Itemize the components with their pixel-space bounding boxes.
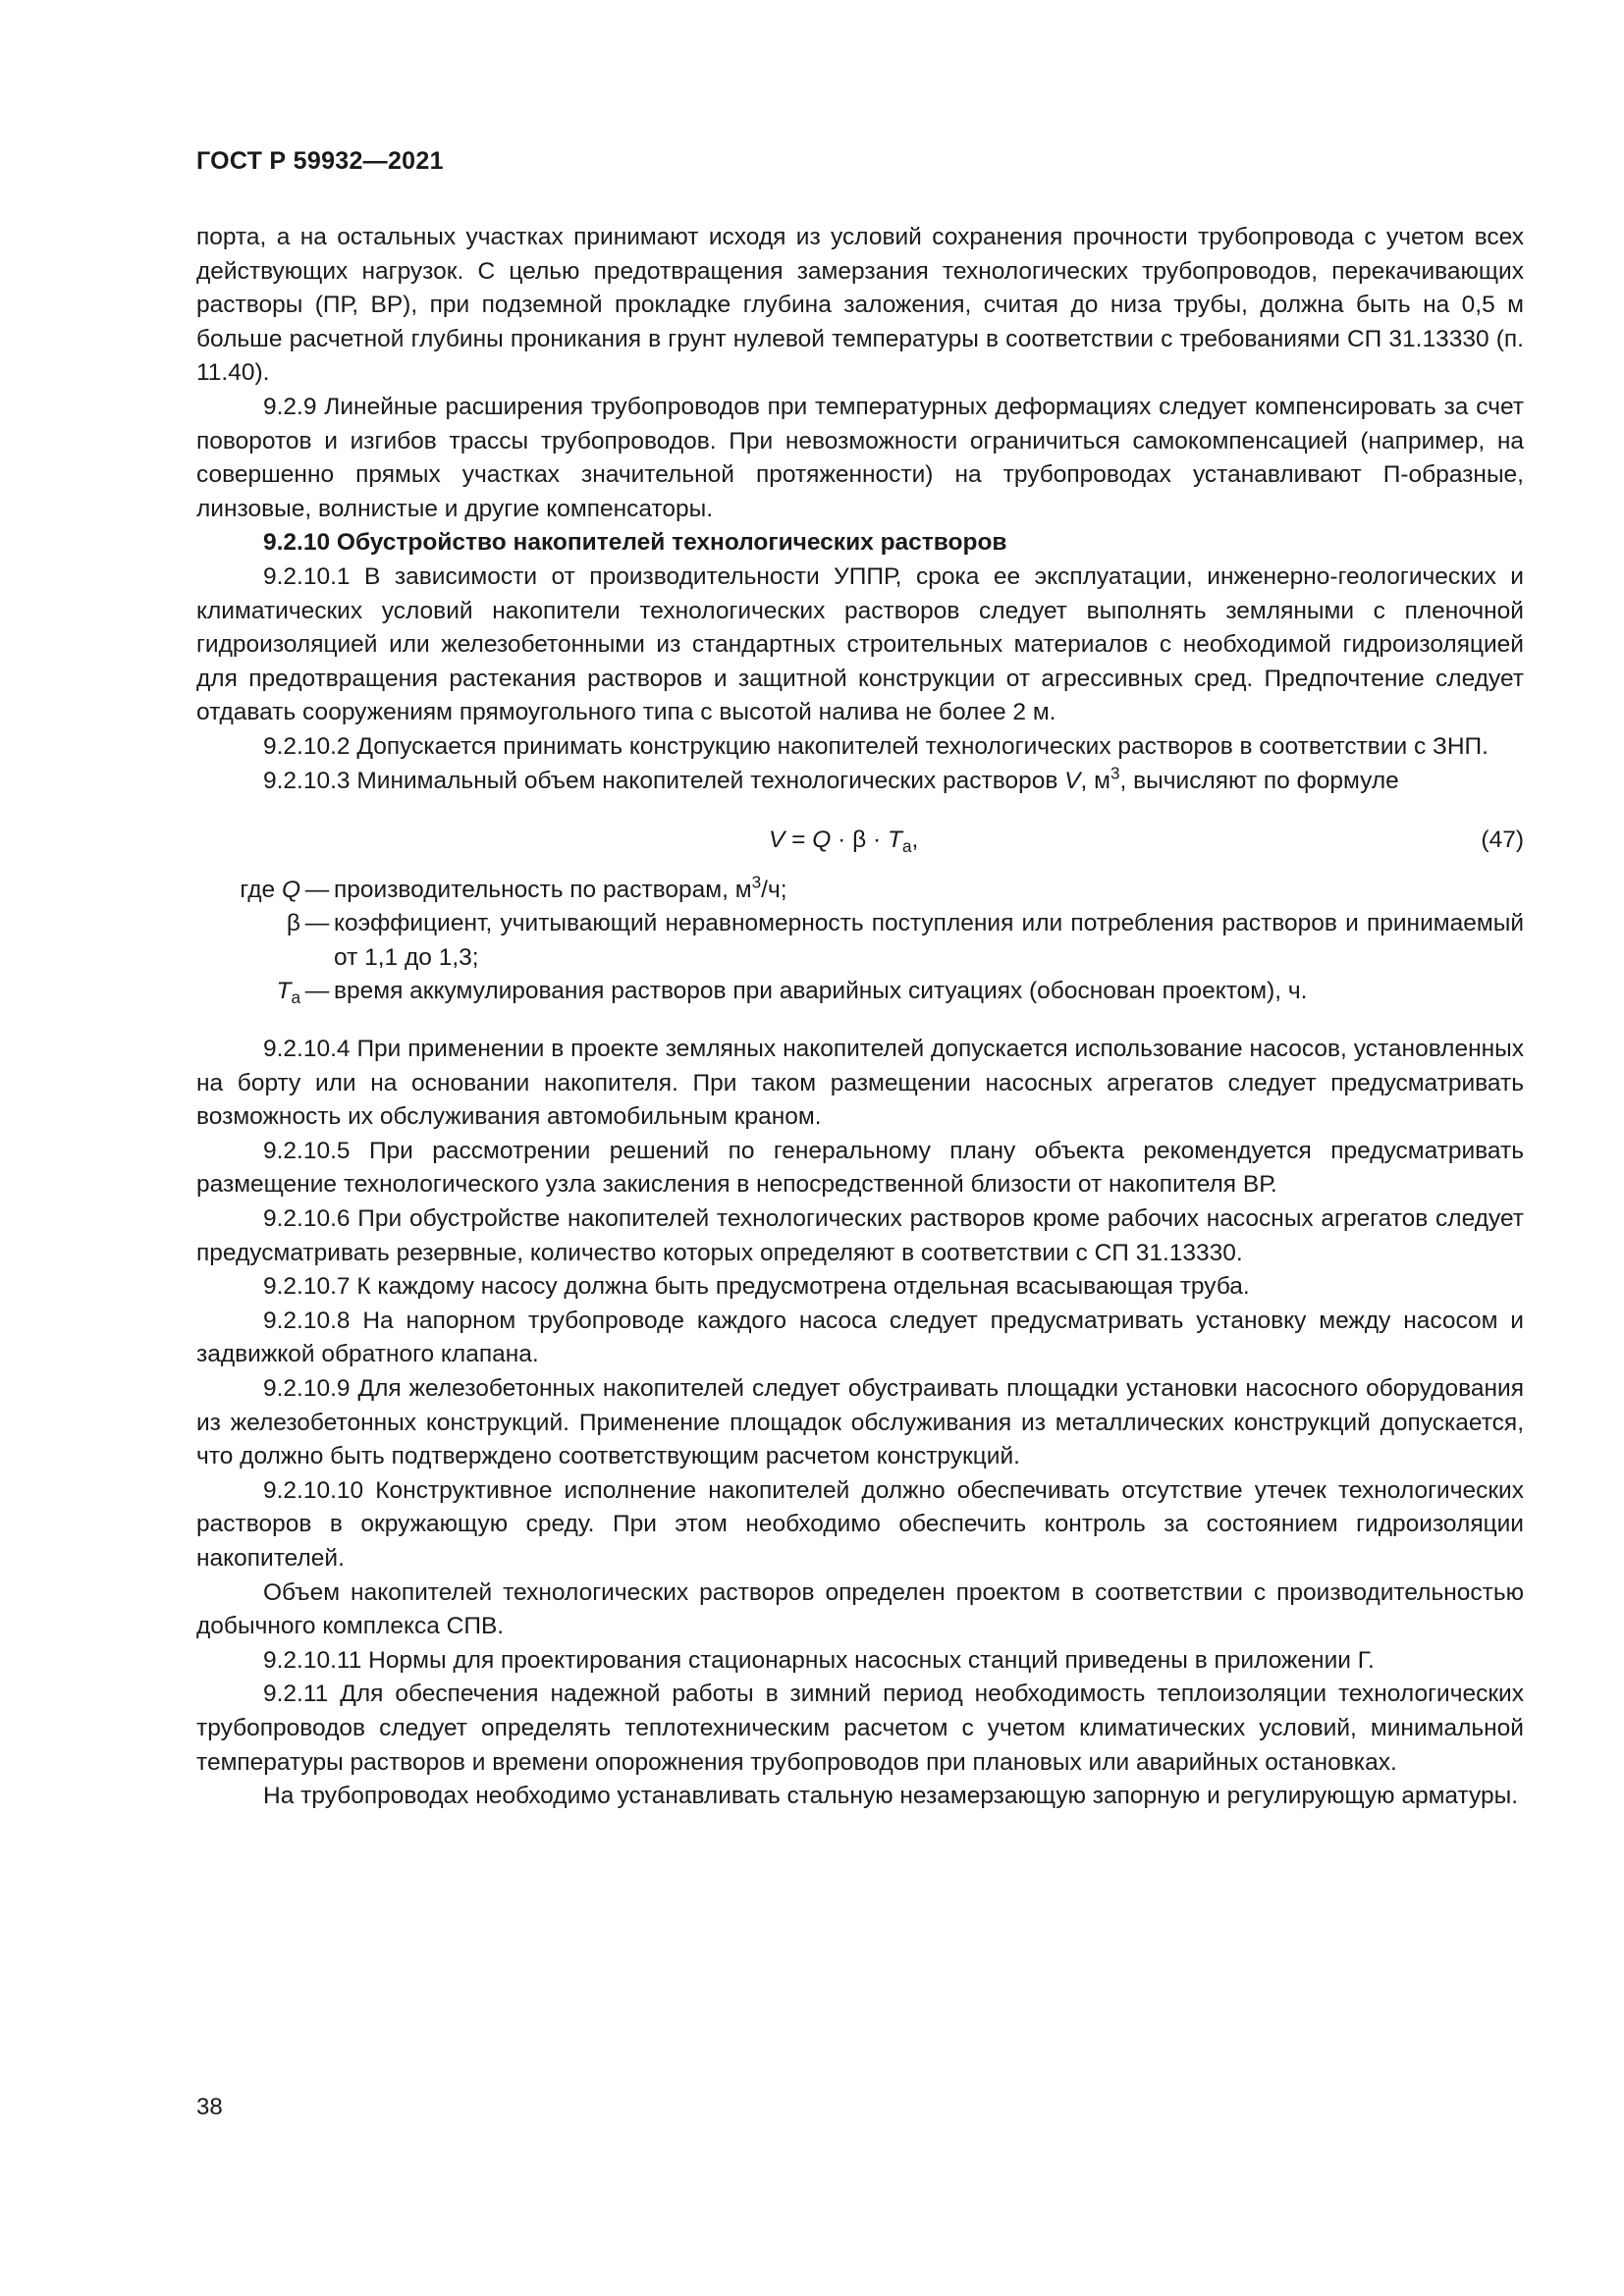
section-heading-9-2-10: 9.2.10 Обустройство накопителей технологических растворов bbox=[263, 529, 1007, 557]
legend-row-ta: $T_а$ — время аккумулирования растворов при аварийных ситуациях (обоснован проектом), ч. bbox=[276, 978, 1308, 1008]
formula-block bbox=[196, 824, 1524, 858]
formula-number: (47) bbox=[1481, 827, 1524, 854]
formula-legend bbox=[196, 874, 1524, 1009]
paragraph: На трубопроводах необходимо устанавливать стальную незамерзающую запорную и регулирующую арматуры. bbox=[263, 1783, 1519, 1810]
page-number: 38 bbox=[196, 2094, 223, 2120]
paragraph-9-2-10-6: 9.2.10.6 При обустройстве накопителей технологических растворов кроме рабочих насосных агрегатов следует предусматривать резервные, количество которых определяют в соответствии с СП 31.13330. bbox=[196, 1205, 1524, 1266]
paragraph-9-2-10-3: 9.2.10.3 Минимальный объем накопителей технологических растворов V, $м^3$, вычисляют по формуле bbox=[263, 763, 1399, 794]
paragraph-9-2-10-1: 9.2.10.1 В зависимости от производительности УППР, срока ее эксплуатации, инженерно-геологических и климатических условий накопители технологических растворов следует выполнять земляными с пленочной гидроизоляцией или железобетонными из стандартных строительных материалов с необходимой гидроизоляцией для предотвращения растекания растворов и защитной конструкции от агрессивных сред. Предпочтение следует отдавать сооружениям прямоугольного типа с высотой налива не более 2 м. bbox=[196, 562, 1524, 726]
document-header: ГОСТ Р 59932—2021 bbox=[196, 147, 444, 175]
document-body bbox=[196, 221, 1524, 1814]
paragraph-9-2-10-2: 9.2.10.2 Допускается принимать конструкцию накопителей технологических растворов в соответствии с ЗНП. bbox=[263, 732, 1489, 760]
paragraph-9-2-10-11: 9.2.10.11 Нормы для проектирования стационарных насосных станций приведены в приложении Г. bbox=[263, 1646, 1375, 1674]
paragraph-9-2-9: 9.2.9 Линейные расширения трубопроводов при температурных деформациях следует компенсировать за счет поворотов и изгибов трассы трубопроводов. При невозможности ограничиться самокомпенсацией (например, на совершенно прямых участках значительной протяженности) на трубопроводах устанавливают П-образные, линзовые, волнистые и другие компенсаторы. bbox=[196, 393, 1524, 522]
legend-row-beta: β — коэффициент, учитывающий неравномерность поступления или потребления растворов и принимаемый от 1,1 до 1,3; bbox=[286, 910, 1524, 971]
paragraph: порта, а на остальных участках принимают исходя из условий сохранения прочности трубопровода с учетом всех действующих нагрузок. С целью предотвращения замерзания технологических трубопроводов, перекачивающих растворы (ПР, ВР), при подземной прокладке глубина заложения, считая до низа трубы, должна быть на 0,5 м больше расчетной глубины проникания в грунт нулевой температуры в соответствии с требованиями СП 31.13330 (п. 11.40). bbox=[196, 224, 1524, 387]
paragraph-9-2-10-9: 9.2.10.9 Для железобетонных накопителей следует обустраивать площадки установки насосного оборудования из железобетонных конструкций. Применение площадок обслуживания из металлических конструкций допускается, что должно быть подтверждено соответствующим расчетом конструкций. bbox=[196, 1375, 1524, 1470]
legend-row-q: где Q — производительность по растворам, $м^3/ч$; bbox=[240, 872, 787, 903]
paragraph: Объем накопителей технологических растворов определен проектом в соответствии с производительностью добычного комплекса СПВ. bbox=[196, 1578, 1524, 1640]
formula: $V = Q \cdot \beta \cdot T_а$, bbox=[769, 827, 919, 857]
paragraph-9-2-10-7: 9.2.10.7 К каждому насосу должна быть предусмотрена отдельная всасывающая труба. bbox=[263, 1273, 1250, 1301]
paragraph-9-2-10-4: 9.2.10.4 При применении в проекте земляных накопителей допускается использование насосов, установленных на борту или на основании накопителя. При таком размещении насосных агрегатов следует предусматривать возможность их обслуживания автомобильным краном. bbox=[196, 1036, 1524, 1131]
paragraph-9-2-10-5: 9.2.10.5 При рассмотрении решений по генеральному плану объекта рекомендуется предусматривать размещение технологического узла закисления в непосредственной близости от накопителя ВР. bbox=[196, 1137, 1524, 1199]
paragraph-9-2-10-10: 9.2.10.10 Конструктивное исполнение накопителей должно обеспечивать отсутствие утечек технологических растворов в окружающую среду. При этом необходимо обеспечить контроль за состоянием гидроизоляции накопителей. bbox=[196, 1476, 1524, 1572]
paragraph-9-2-10-8: 9.2.10.8 На напорном трубопроводе каждого насоса следует предусматривать установку между насосом и задвижкой обратного клапана. bbox=[196, 1307, 1524, 1368]
paragraph-9-2-11: 9.2.11 Для обеспечения надежной работы в зимний период необходимость теплоизоляции технологических трубопроводов следует определять теплотехническим расчетом с учетом климатических условий, минимальной температуры растворов и времени опорожнения трубопроводов при плановых или аварийных остановках. bbox=[196, 1681, 1524, 1776]
